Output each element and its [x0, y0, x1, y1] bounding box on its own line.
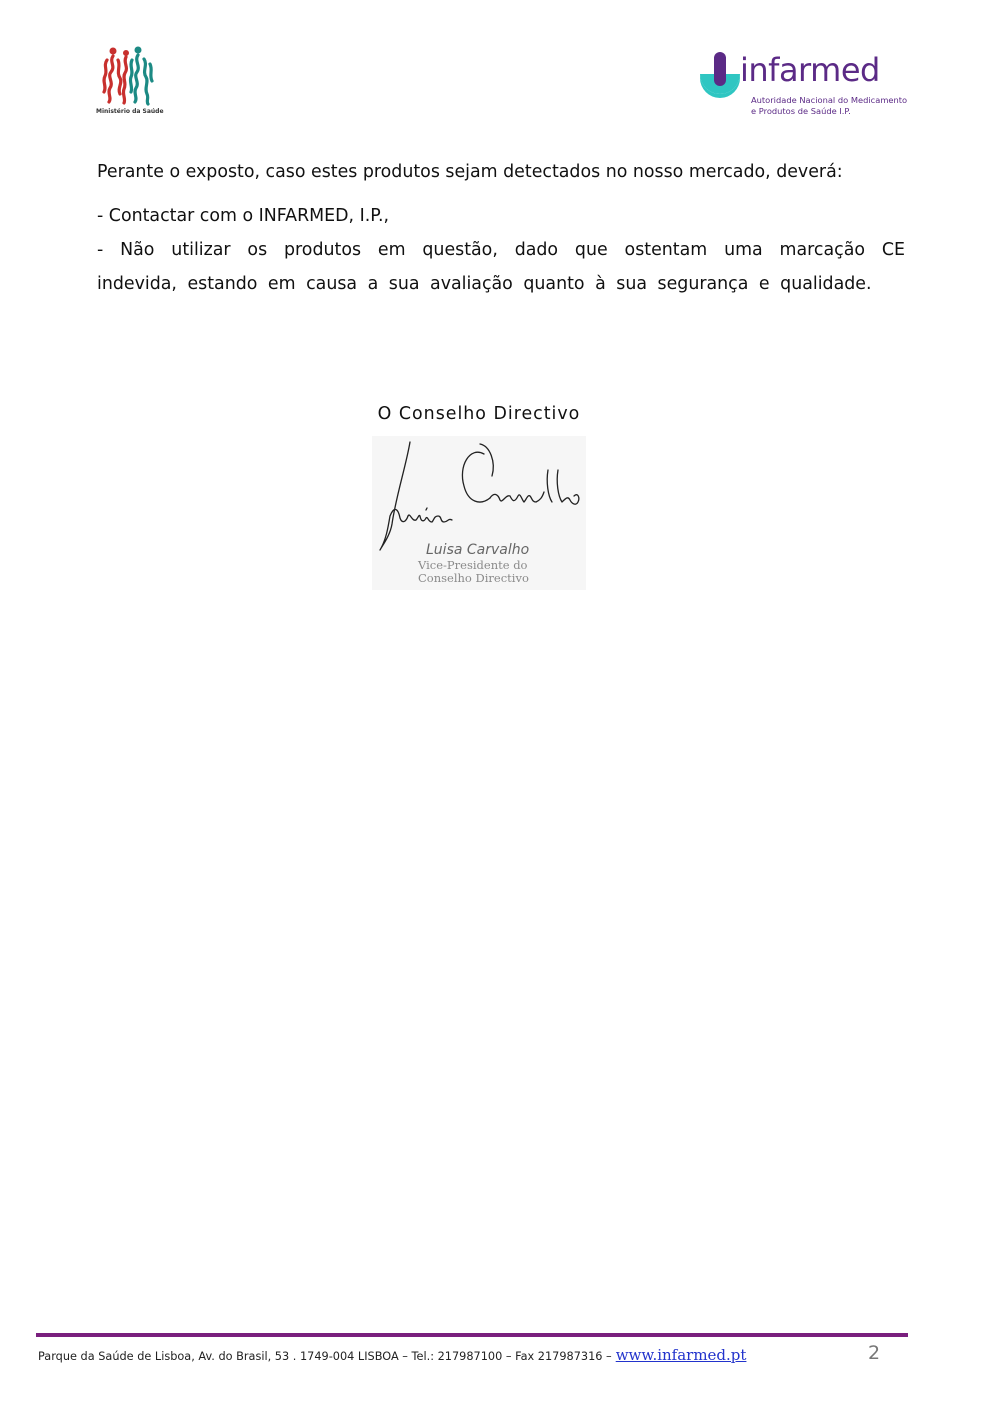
infarmed-wordmark: infarmed — [740, 51, 880, 89]
instruction-contact: - Contactar com o INFARMED, I.P., — [97, 206, 390, 226]
instruction-do-not-use: - Não utilizar os produtos em questão, dado que ostentam uma marcação CE indevida, estando em causa a sua avaliação quanto à sua segurança e qualidade. — [97, 240, 905, 294]
page-number: 2 — [868, 1342, 881, 1364]
ministerio-da-saude-logo — [96, 44, 162, 118]
signature-block — [372, 436, 586, 590]
signoff: O Conselho Directivo — [377, 404, 581, 424]
intro-paragraph: Perante o exposto, caso estes produtos sejam detectados no nosso mercado, deverá: — [97, 162, 843, 182]
footer-address: Parque da Saúde de Lisboa, Av. do Brasil, 53 . 1749-004 LISBOA – Tel.: 217987100 – Fax 217987316 – — [38, 1350, 612, 1363]
handwritten-signature — [372, 436, 586, 590]
infarmed-power-icon — [696, 52, 744, 100]
signature-name: Luisa Carvalho — [426, 542, 530, 558]
ministry-caption: Ministério da Saúde — [96, 108, 164, 115]
infarmed-tagline-line1: Autoridade Nacional do Medicamento — [751, 95, 908, 105]
footer-address-line — [38, 1347, 746, 1365]
infarmed-tagline — [751, 95, 907, 117]
signature-title-line2: Conselho Directivo — [418, 571, 529, 585]
infarmed-tagline-line2: e Produtos de Saúde I.P. — [751, 106, 851, 116]
footer-rule — [36, 1333, 908, 1337]
infarmed-logo — [696, 51, 908, 118]
footer-website-link[interactable]: www.infarmed.pt — [615, 1346, 747, 1364]
ministerio-da-saude-emblem-icon — [96, 44, 162, 106]
signature-title-line1: Vice-Presidente do — [418, 558, 528, 572]
